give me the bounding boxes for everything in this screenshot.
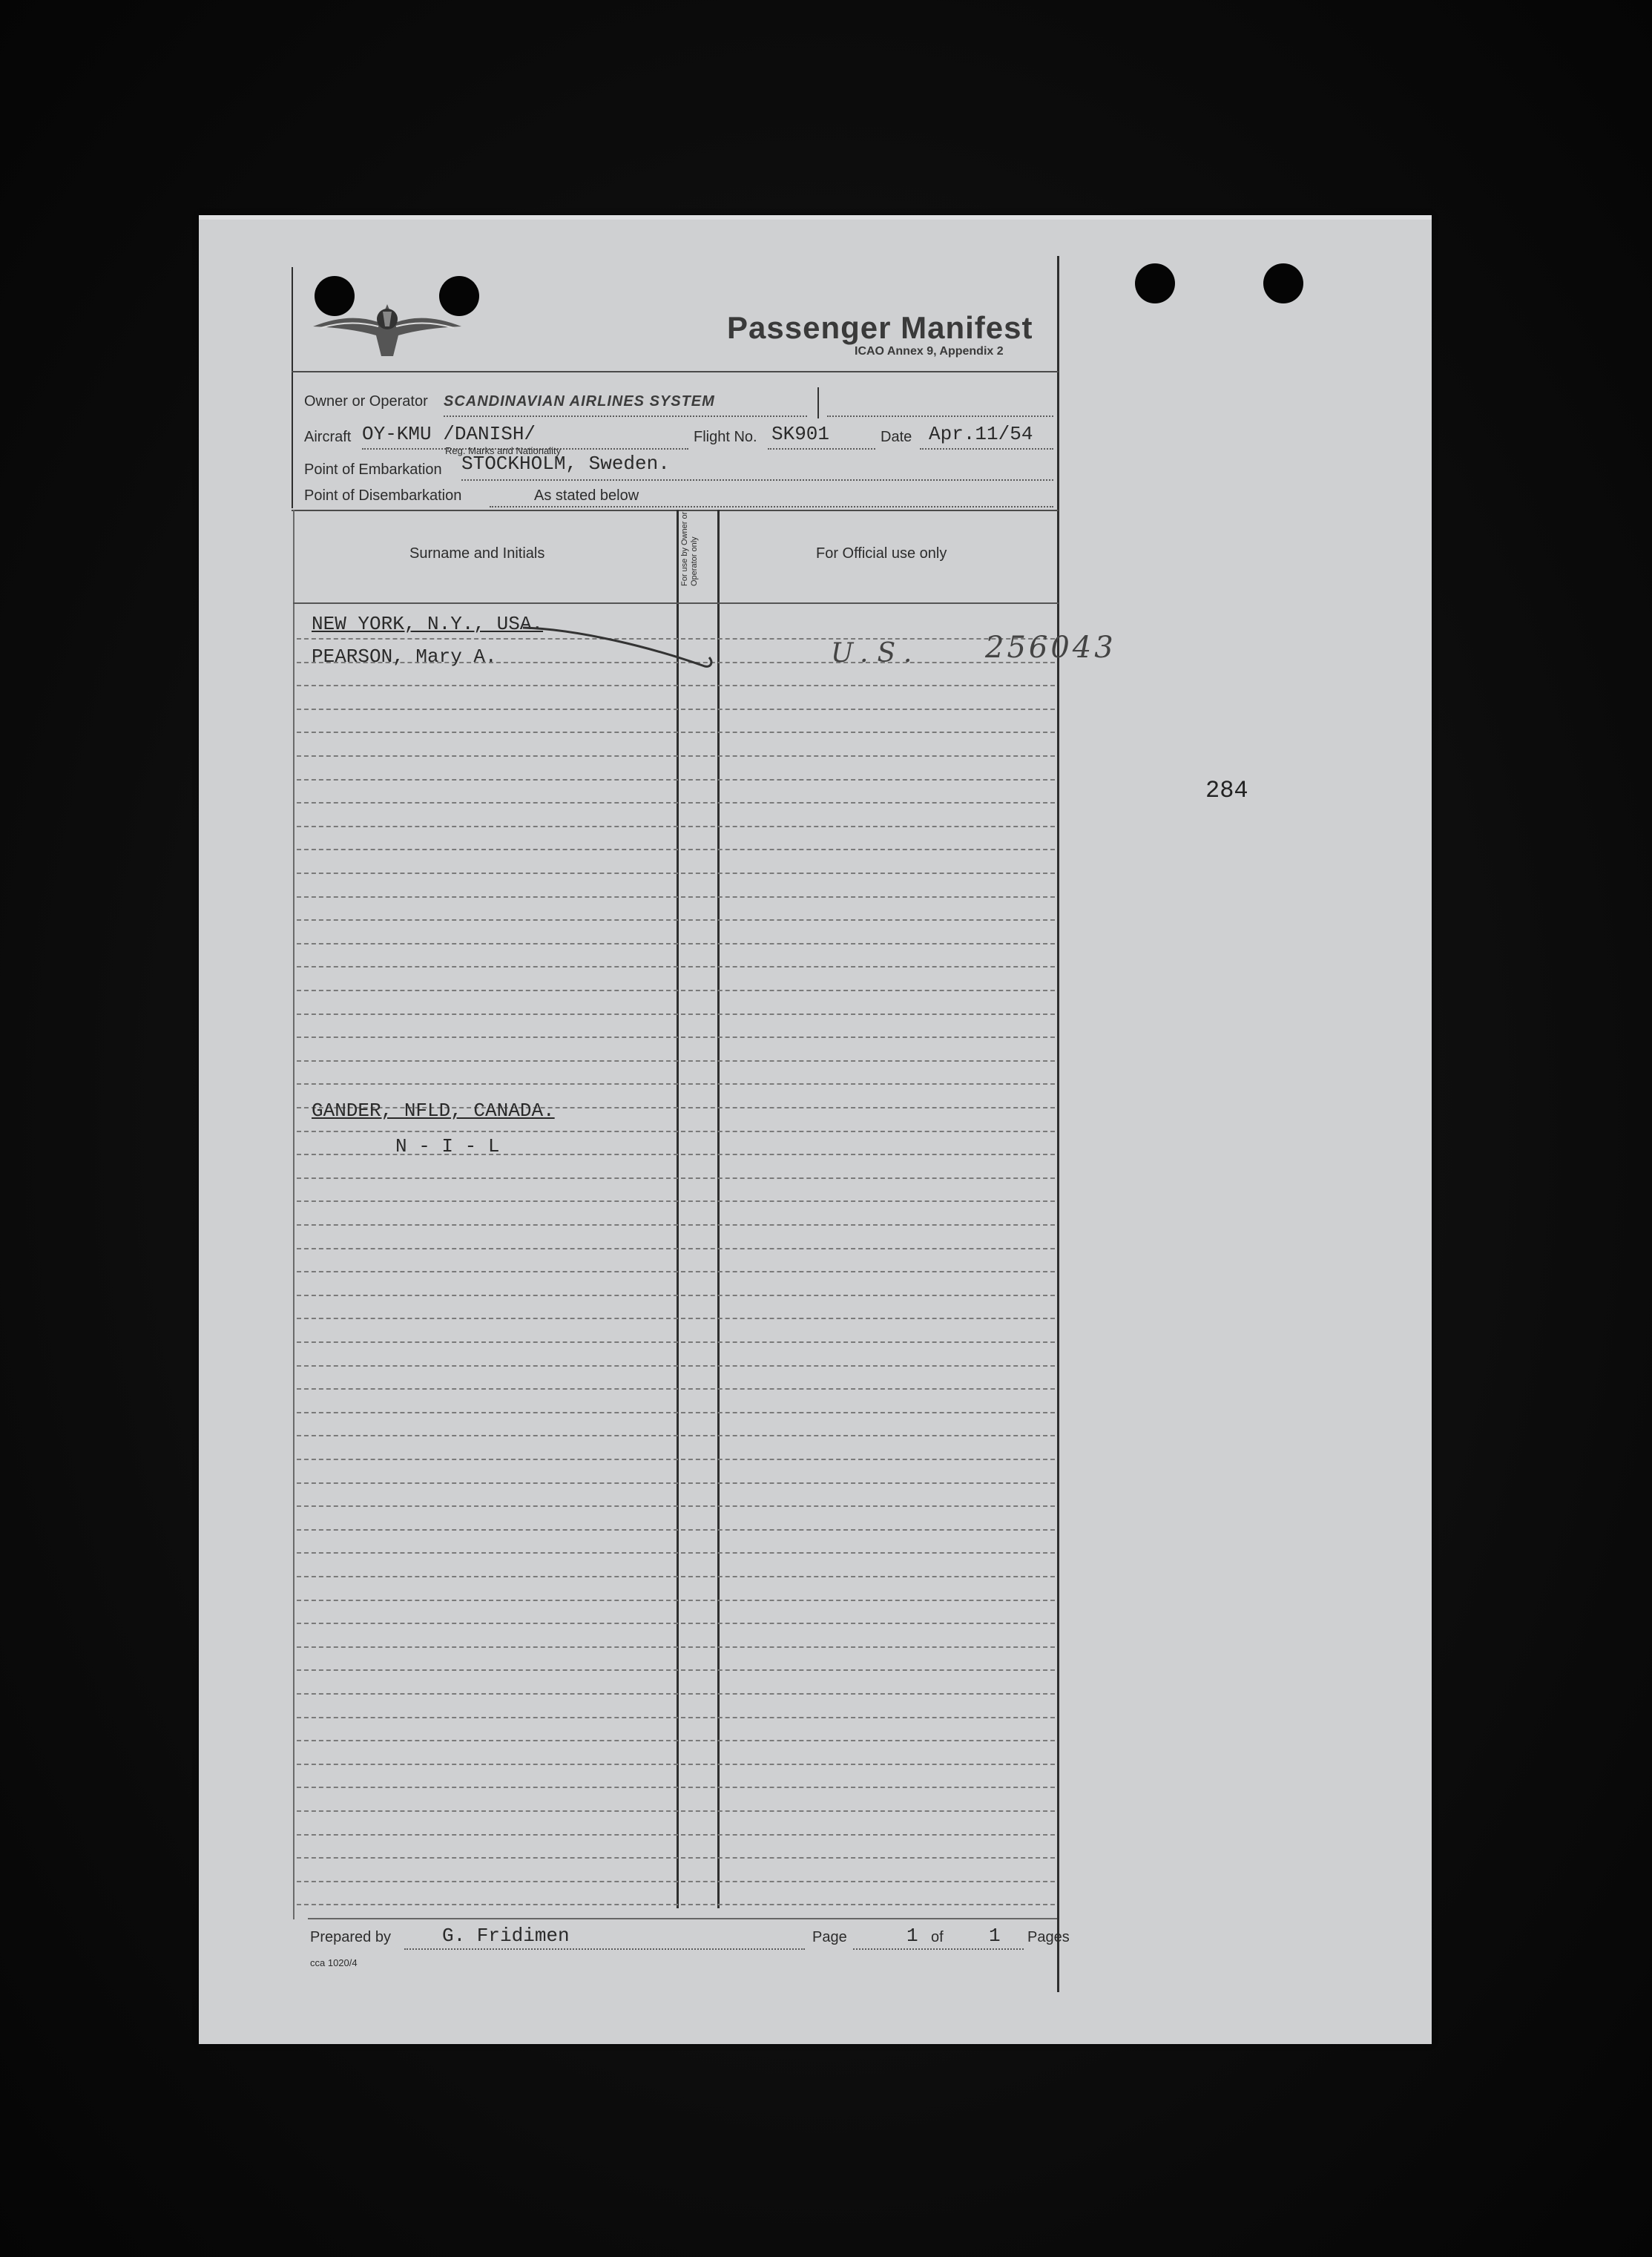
ruled-row-line bbox=[297, 1881, 1055, 1882]
prepared-by-value: G. Fridimen bbox=[442, 1925, 570, 1947]
table-top-border bbox=[292, 510, 1059, 511]
ruled-row-line bbox=[297, 1576, 1055, 1577]
flight-label: Flight No. bbox=[694, 429, 757, 445]
footer-divider bbox=[308, 1918, 1057, 1919]
ruled-row-line bbox=[297, 732, 1055, 733]
ruled-row-line bbox=[297, 1505, 1055, 1507]
ruled-row-line bbox=[297, 826, 1055, 827]
pages-label: Pages bbox=[1027, 1929, 1070, 1945]
passenger-nil: N - I - L bbox=[395, 1135, 500, 1157]
owner-column-header: For use by Owner or Operator only bbox=[680, 511, 699, 586]
disembarkation-value: As stated below bbox=[534, 487, 639, 504]
ruled-row-line bbox=[297, 990, 1055, 991]
owner-column-left-border bbox=[677, 510, 679, 1908]
ruled-row-line bbox=[297, 1857, 1055, 1859]
of-value: 1 bbox=[989, 1925, 1001, 1947]
owner-label: Owner or Operator bbox=[304, 393, 428, 410]
surname-column-header: Surname and Initials bbox=[409, 545, 545, 562]
ruled-row-line bbox=[297, 1131, 1055, 1132]
embarkation-label: Point of Embarkation bbox=[304, 461, 442, 478]
form-subtitle: ICAO Annex 9, Appendix 2 bbox=[855, 345, 1004, 358]
ruled-row-line bbox=[297, 1341, 1055, 1343]
aircraft-label: Aircraft bbox=[304, 429, 352, 445]
ruled-row-line bbox=[297, 966, 1055, 967]
official-note-us: U.S. bbox=[831, 638, 921, 668]
ruled-row-line bbox=[297, 1646, 1055, 1648]
owner-value: SCANDINAVIAN AIRLINES SYSTEM bbox=[444, 393, 715, 410]
ruled-row-line bbox=[297, 1552, 1055, 1554]
ruled-row-line bbox=[297, 1224, 1055, 1226]
ruled-row-line bbox=[297, 1318, 1055, 1319]
aircraft-value: OY-KMU /DANISH/ bbox=[362, 423, 536, 445]
ruled-row-line bbox=[297, 1177, 1055, 1179]
ruled-row-line bbox=[297, 1810, 1055, 1812]
ruled-row-line bbox=[297, 1904, 1055, 1905]
ruled-row-line bbox=[297, 1295, 1055, 1296]
date-line bbox=[920, 448, 1053, 450]
right-border-line bbox=[1057, 256, 1059, 1992]
ruled-row-line bbox=[297, 1600, 1055, 1601]
margin-page-number: 284 bbox=[1205, 777, 1248, 804]
ruled-row-line bbox=[297, 896, 1055, 898]
ruled-row-line bbox=[297, 1669, 1055, 1671]
embarkation-line bbox=[461, 479, 1053, 481]
left-border-line bbox=[292, 267, 293, 508]
ruled-row-line bbox=[297, 1388, 1055, 1390]
owner-column-right-border bbox=[717, 510, 720, 1908]
ruled-row-line bbox=[297, 685, 1055, 686]
ruled-row-line bbox=[297, 1013, 1055, 1015]
page-label: Page bbox=[812, 1929, 847, 1945]
ruled-row-line bbox=[297, 1036, 1055, 1038]
date-value: Apr.11/54 bbox=[929, 423, 1033, 445]
header-divider bbox=[292, 371, 1059, 372]
ruled-row-line bbox=[297, 1693, 1055, 1695]
flight-line bbox=[768, 448, 875, 450]
ruled-row-line bbox=[297, 755, 1055, 757]
destination-new-york: NEW YORK, N.Y., USA. bbox=[312, 613, 544, 635]
punch-hole bbox=[1135, 263, 1175, 303]
embarkation-value: STOCKHOLM, Sweden. bbox=[461, 453, 670, 475]
punch-hole bbox=[1263, 263, 1303, 303]
prepared-by-label: Prepared by bbox=[310, 1929, 391, 1945]
ruled-row-line bbox=[297, 873, 1055, 874]
destination-gander: GANDER, NFLD, CANADA. bbox=[312, 1100, 555, 1122]
ruled-row-line bbox=[297, 1740, 1055, 1741]
official-column-header: For Official use only bbox=[816, 545, 947, 562]
ruled-row-line bbox=[297, 1271, 1055, 1272]
ruled-row-line bbox=[297, 1083, 1055, 1085]
reg-marks-label: Reg. Marks and Nationality bbox=[445, 445, 562, 456]
ruled-row-line bbox=[297, 849, 1055, 850]
table-header-bottom bbox=[293, 602, 1059, 604]
table-left-border bbox=[293, 510, 294, 1919]
ruled-row-line bbox=[297, 709, 1055, 710]
date-label: Date bbox=[881, 429, 912, 445]
ruled-row-line bbox=[297, 1834, 1055, 1836]
ruled-row-line bbox=[297, 1459, 1055, 1460]
page-line bbox=[853, 1948, 1024, 1950]
ruled-row-line bbox=[297, 919, 1055, 921]
paper-top-edge bbox=[199, 215, 1432, 220]
ruled-row-line bbox=[297, 1060, 1055, 1062]
disembarkation-label: Point of Disembarkation bbox=[304, 487, 462, 504]
ruled-row-line bbox=[297, 943, 1055, 944]
form-title: Passenger Manifest bbox=[727, 310, 1033, 345]
ruled-row-line bbox=[297, 1200, 1055, 1202]
of-label: of bbox=[931, 1929, 944, 1945]
ruled-row-line bbox=[297, 1529, 1055, 1531]
official-note-number: 256043 bbox=[985, 631, 1116, 665]
page-value: 1 bbox=[906, 1925, 918, 1947]
form-code: cca 1020/4 bbox=[310, 1957, 358, 1968]
ruled-row-line bbox=[297, 779, 1055, 781]
owner-line bbox=[444, 415, 807, 417]
ruled-row-line bbox=[297, 1482, 1055, 1484]
ruled-row-line bbox=[297, 1623, 1055, 1624]
ruled-row-line bbox=[297, 802, 1055, 804]
handwritten-arrow bbox=[519, 622, 720, 674]
ruled-row-line bbox=[297, 1717, 1055, 1718]
airline-logo-icon bbox=[306, 282, 469, 364]
owner-separator bbox=[817, 387, 819, 418]
prepared-by-line bbox=[404, 1948, 805, 1950]
disembarkation-line bbox=[490, 506, 1053, 507]
ruled-row-line bbox=[297, 1248, 1055, 1249]
passenger-pearson: PEARSON, Mary A. bbox=[312, 645, 497, 668]
owner-line-extra bbox=[827, 415, 1053, 417]
ruled-row-line bbox=[297, 1787, 1055, 1788]
ruled-row-line bbox=[297, 1435, 1055, 1436]
ruled-row-line bbox=[297, 1365, 1055, 1367]
ruled-row-line bbox=[297, 1412, 1055, 1413]
flight-value: SK901 bbox=[771, 423, 830, 445]
ruled-row-line bbox=[297, 1764, 1055, 1765]
